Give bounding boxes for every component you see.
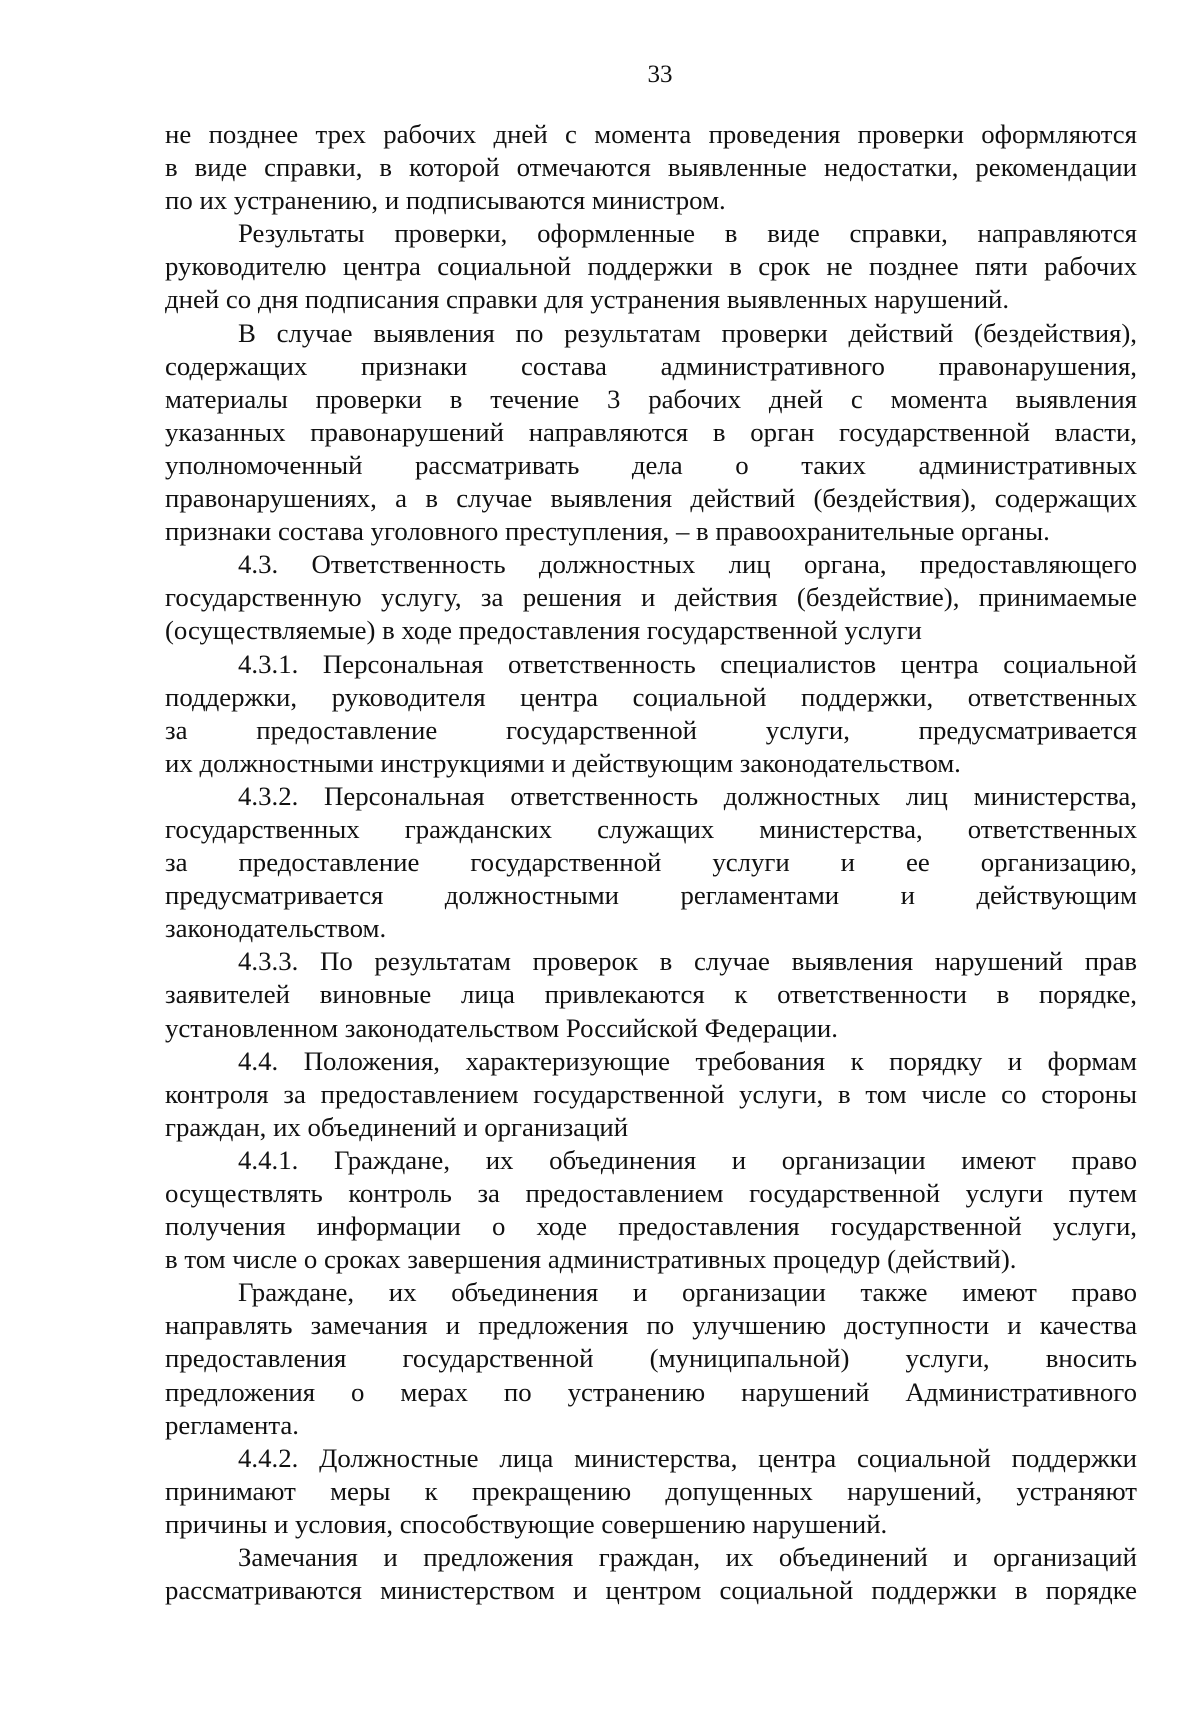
text-line: граждан, их объединений и организаций bbox=[165, 1111, 629, 1142]
text-line: по их устранению, и подписываются министром. bbox=[165, 185, 726, 216]
paragraph bbox=[165, 1045, 1137, 1144]
text-line: 4.3.3. По результатам проверок в случае выявления нарушений прав bbox=[238, 946, 1137, 977]
text-line: установленном законодательством Российской Федерации. bbox=[165, 1012, 838, 1043]
text-line: 4.4.2. Должностные лица министерства, центра социальной поддержки bbox=[238, 1442, 1137, 1473]
text-line: за предоставление государственной услуги и ее организацию, bbox=[165, 847, 1137, 878]
text-line: государственных гражданских служащих министерства, ответственных bbox=[165, 813, 1137, 844]
text-line: их должностными инструкциями и действующим законодательством. bbox=[165, 747, 961, 778]
text-line: регламента. bbox=[165, 1409, 300, 1440]
text-line: рассматриваются министерством и центром социальной поддержки в порядке bbox=[165, 1575, 1137, 1606]
text-line: 4.4.1. Граждане, их объединения и организации имеют право bbox=[238, 1144, 1137, 1175]
paragraph bbox=[165, 317, 1137, 549]
paragraph bbox=[165, 945, 1137, 1044]
document-body bbox=[165, 118, 1137, 1607]
text-line: законодательством. bbox=[165, 913, 387, 944]
text-line: принимают меры к прекращению допущенных нарушений, устраняют bbox=[165, 1475, 1137, 1506]
text-line: 4.3.2. Персональная ответственность должностных лиц министерства, bbox=[238, 780, 1137, 811]
text-line: В случае выявления по результатам проверки действий (бездействия), bbox=[238, 317, 1137, 348]
text-line: в том числе о сроках завершения административных процедур (действий). bbox=[165, 1244, 1017, 1275]
text-line: уполномоченный рассматривать дела о таких административных bbox=[165, 449, 1137, 480]
paragraph bbox=[165, 648, 1137, 780]
text-line: руководителю центра социальной поддержки в срок не позднее пяти рабочих bbox=[165, 251, 1137, 282]
text-line: указанных правонарушений направляются в орган государственной власти, bbox=[165, 416, 1137, 447]
text-line: не позднее трех рабочих дней с момента проведения проверки оформляются bbox=[165, 119, 1137, 149]
text-line: содержащих признаки состава административного правонарушения, bbox=[165, 350, 1137, 381]
text-line: получения информации о ходе предоставления государственной услуги, bbox=[165, 1211, 1137, 1242]
paragraph bbox=[165, 548, 1137, 647]
paragraph bbox=[165, 1442, 1137, 1541]
text-line: направлять замечания и предложения по улучшению доступности и качества bbox=[165, 1310, 1137, 1341]
text-line: заявителей виновные лица привлекаются к ответственности в порядке, bbox=[165, 979, 1137, 1010]
text-line: Замечания и предложения граждан, их объединений и организаций bbox=[238, 1542, 1137, 1573]
paragraph bbox=[165, 217, 1137, 316]
text-line: в виде справки, в которой отмечаются выявленные недостатки, рекомендации bbox=[165, 152, 1137, 183]
text-line: Результаты проверки, оформленные в виде справки, направляются bbox=[238, 218, 1137, 249]
text-line: поддержки, руководителя центра социальной поддержки, ответственных bbox=[165, 681, 1137, 712]
text-line: предложения о мерах по устранению нарушений Административного bbox=[165, 1376, 1137, 1407]
paragraph bbox=[165, 1144, 1137, 1276]
paragraph bbox=[165, 1541, 1137, 1607]
text-line: 4.3.1. Персональная ответственность специалистов центра социальной bbox=[238, 648, 1137, 679]
text-line: 4.4. Положения, характеризующие требования к порядку и формам bbox=[238, 1045, 1137, 1076]
paragraph bbox=[165, 118, 1137, 217]
text-line: за предоставление государственной услуги, предусматривается bbox=[165, 714, 1137, 745]
text-line: дней со дня подписания справки для устранения выявленных нарушений. bbox=[165, 284, 1010, 315]
text-line: (осуществляемые) в ходе предоставления государственной услуги bbox=[165, 615, 922, 646]
text-line: материалы проверки в течение 3 рабочих дней с момента выявления bbox=[165, 383, 1137, 414]
text-line: 4.3. Ответственность должностных лиц органа, предоставляющего bbox=[238, 549, 1137, 580]
paragraph bbox=[165, 780, 1137, 945]
text-line: предоставления государственной (муниципальной) услуги, вносить bbox=[165, 1343, 1137, 1374]
text-line: осуществлять контроль за предоставлением государственной услуги путем bbox=[165, 1178, 1137, 1208]
text-line: причины и условия, способствующие совершению нарушений. bbox=[165, 1508, 888, 1539]
paragraph bbox=[165, 1276, 1137, 1441]
text-line: Граждане, их объединения и организации также имеют право bbox=[238, 1277, 1137, 1308]
page-number: 33 bbox=[647, 61, 673, 88]
text-line: правонарушениях, а в случае выявления действий (бездействия), содержащих bbox=[165, 483, 1137, 514]
text-line: предусматривается должностными регламентами и действующим bbox=[165, 880, 1137, 911]
text-line: признаки состава уголовного преступления, – в правоохранительные органы. bbox=[165, 516, 1050, 547]
text-line: контроля за предоставлением государственной услуги, в том числе со стороны bbox=[165, 1078, 1137, 1109]
text-line: государственную услугу, за решения и действия (бездействие), принимаемые bbox=[165, 582, 1137, 613]
